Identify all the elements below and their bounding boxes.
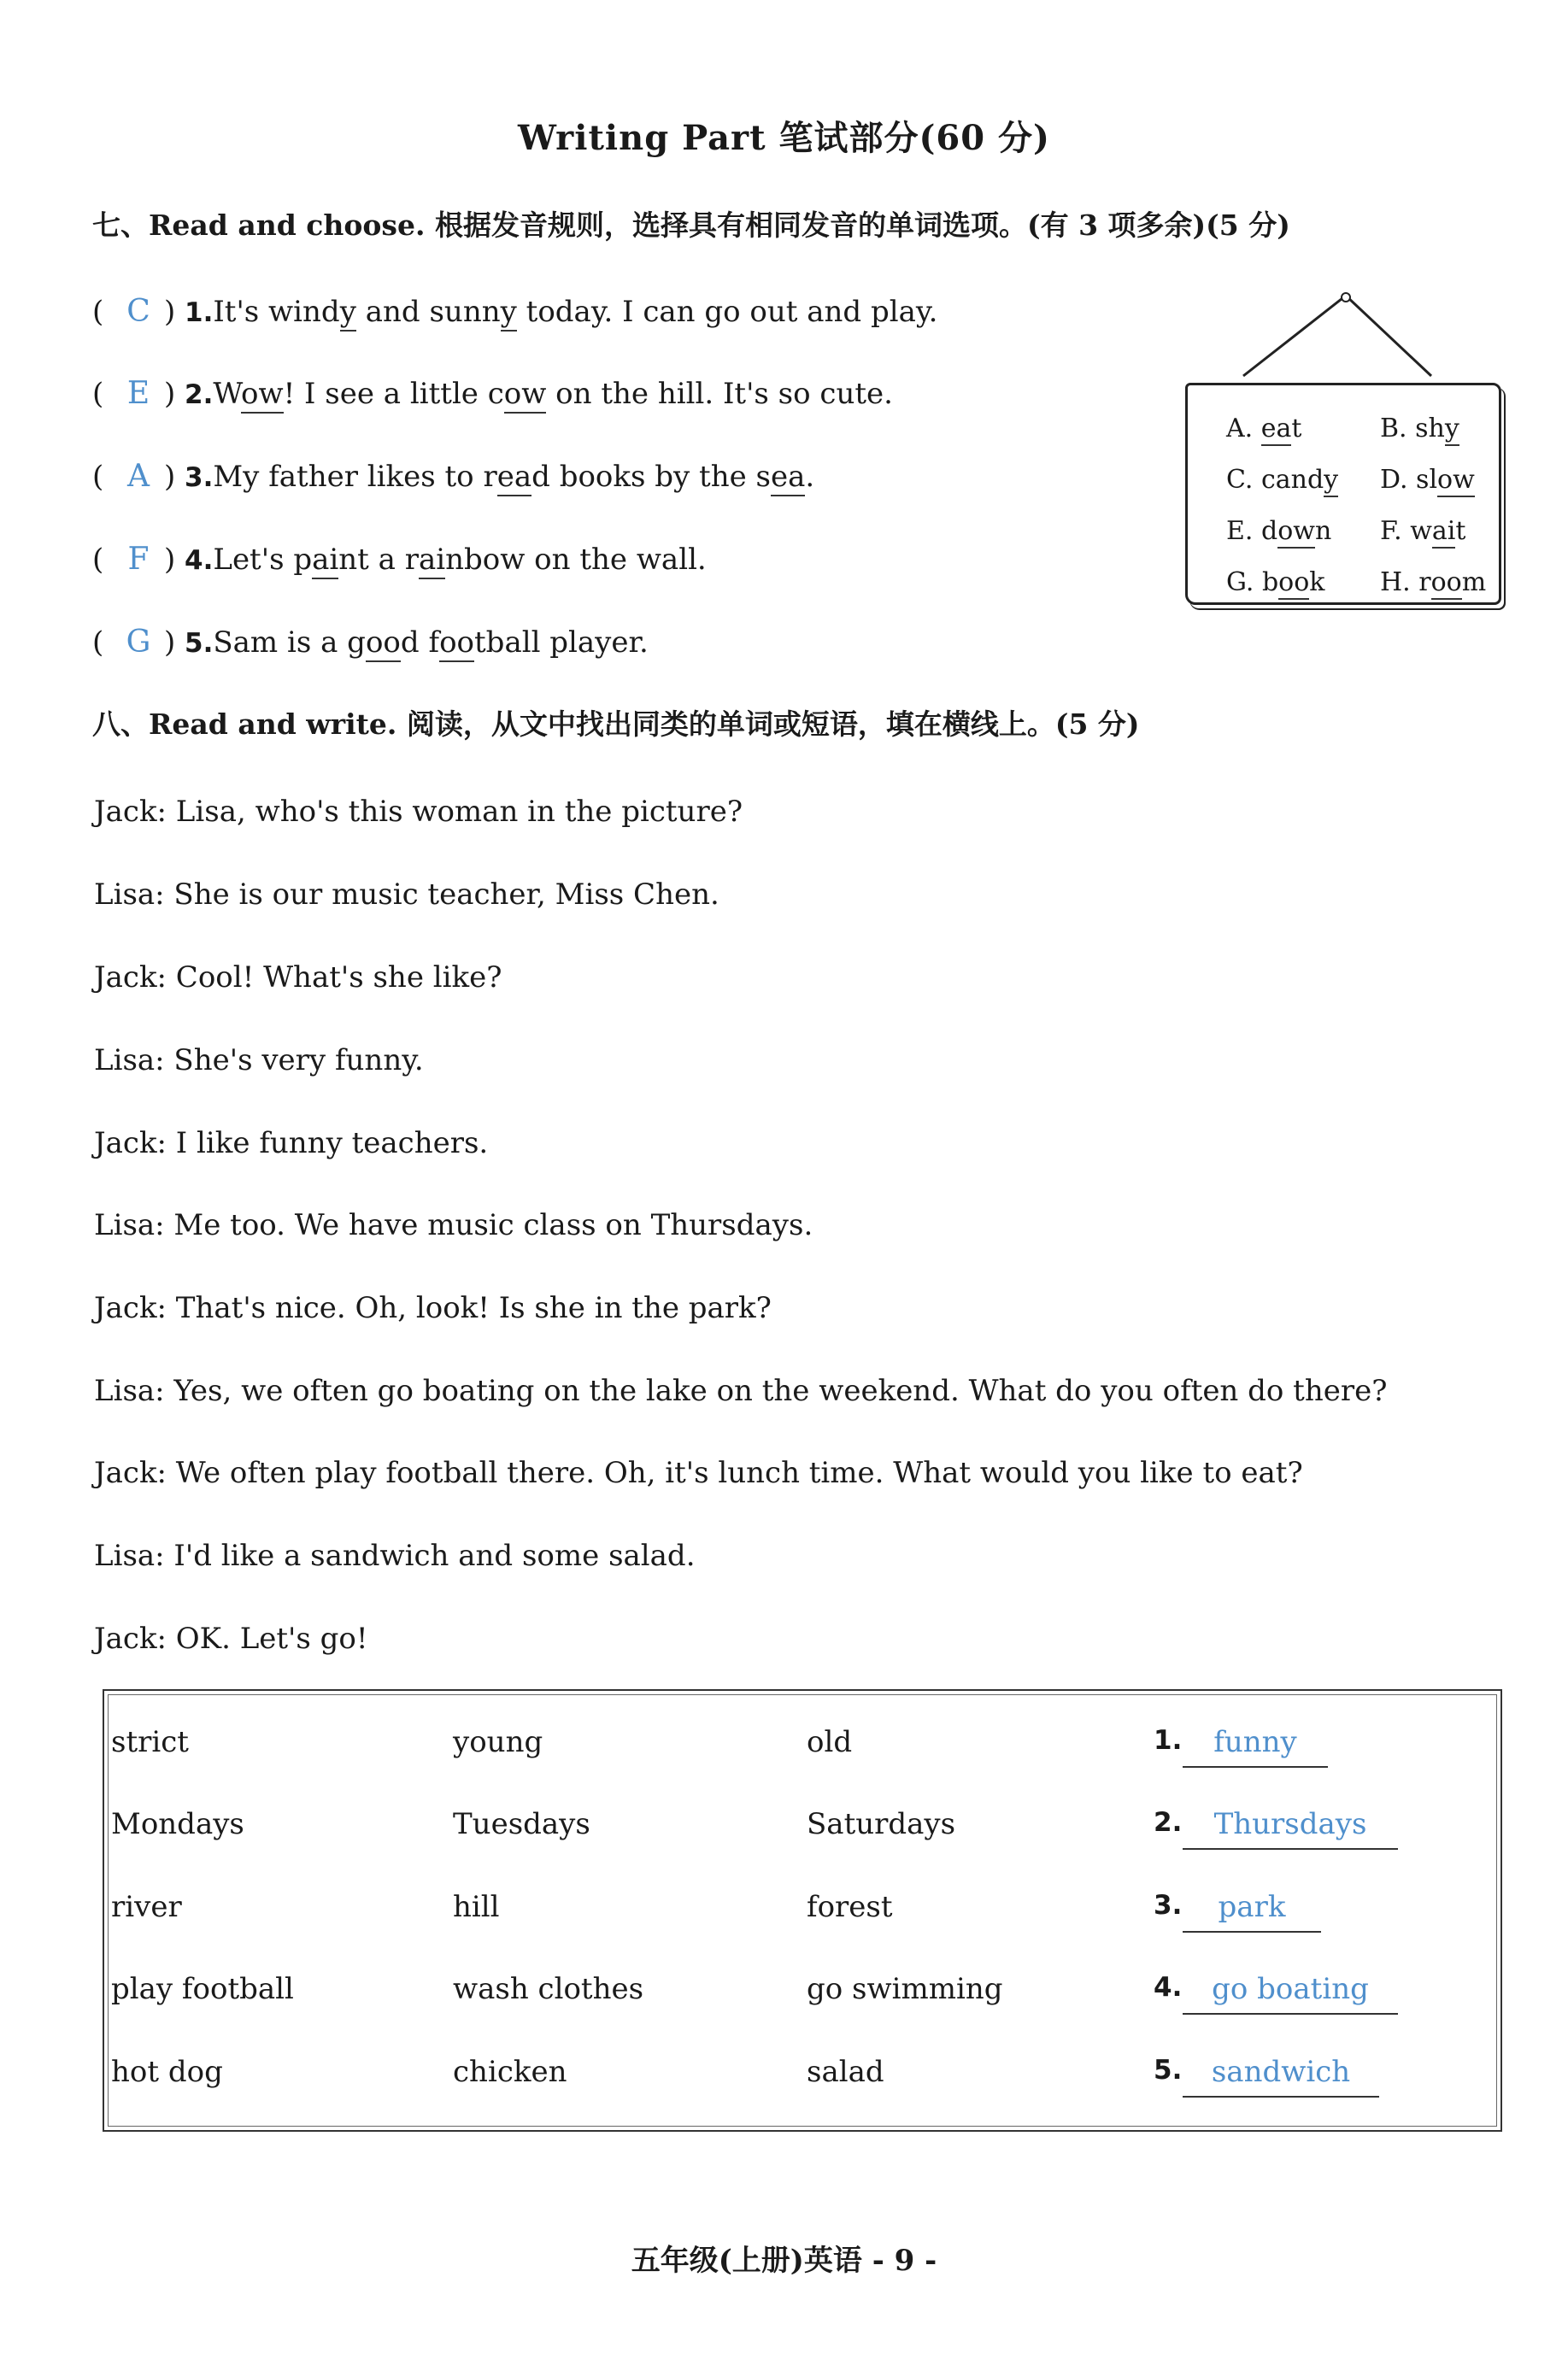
word-category-table: strict young old 1. funny Mondays Tuesdays Saturdays 2. Thursdays river hill forest 3. park play football wash clothes go swimming 4. go boating hot dog chicken salad 5. sandwich bbox=[103, 1689, 1502, 2132]
dialog-line: Lisa: I'd like a sandwich and some salad. bbox=[94, 1539, 696, 1573]
options-sign bbox=[1183, 290, 1508, 615]
option-a: A. eat bbox=[1226, 411, 1380, 447]
answer-letter: E bbox=[126, 376, 150, 411]
dialog-line: Lisa: She's very funny. bbox=[94, 1043, 424, 1077]
dialog-line: Jack: We often play football there. Oh, it's lunch time. What would you like to eat? bbox=[94, 1456, 1303, 1490]
section-7-heading: 七、Read and choose. 根据发音规则，选择具有相同发音的单词选项。(有 3 项多余)(5 分) bbox=[92, 208, 1290, 242]
question-row: ( E ) 2.Wow! I see a little cow on the hill. It's so cute. bbox=[92, 373, 893, 415]
underlined-sound: ea bbox=[771, 460, 805, 496]
question-number: 5. bbox=[185, 628, 214, 659]
section-8-heading: 八、Read and write. 阅读，从文中找出同类的单词或短语，填在横线上。(5 分) bbox=[92, 707, 1140, 741]
underlined-sound: ea bbox=[497, 460, 531, 496]
sign-board bbox=[1185, 383, 1501, 605]
option-h: H. room bbox=[1380, 565, 1483, 601]
question-row: ( C ) 1.It's windy and sunny today. I can go out and play. bbox=[92, 290, 937, 333]
underlined-sound: ai bbox=[312, 543, 338, 579]
underlined-sound: ow bbox=[504, 377, 547, 414]
option-b: B. shy bbox=[1380, 411, 1483, 447]
dialog-line: Jack: OK. Let's go! bbox=[94, 1622, 368, 1656]
dialog-line: Jack: That's nice. Oh, look! Is she in the park? bbox=[94, 1291, 772, 1325]
option-d: D. slow bbox=[1380, 462, 1483, 498]
dialog-line: Jack: Cool! What's she like? bbox=[94, 960, 502, 995]
underlined-sound: y bbox=[501, 295, 517, 332]
option-g: G. book bbox=[1226, 565, 1380, 601]
option-c: C. candy bbox=[1226, 462, 1380, 498]
answer-blank[interactable]: go boating bbox=[1183, 1972, 1398, 2015]
question-number: 4. bbox=[185, 545, 214, 576]
underlined-sound: oo bbox=[439, 625, 474, 662]
question-row: ( A ) 3.My father likes to read books by the sea. bbox=[92, 455, 814, 498]
answer-blank[interactable]: park bbox=[1183, 1890, 1321, 1933]
underlined-sound: ai bbox=[419, 543, 445, 579]
answer-letter: F bbox=[127, 542, 150, 577]
sign-hanger-icon bbox=[1183, 290, 1508, 393]
dialog-line: Jack: I like funny teachers. bbox=[94, 1126, 489, 1160]
dialog-line: Jack: Lisa, who's this woman in the picture? bbox=[94, 795, 743, 829]
question-number: 2. bbox=[185, 379, 214, 410]
answer-blank[interactable]: sandwich bbox=[1183, 2055, 1379, 2098]
question-number: 1. bbox=[185, 297, 214, 328]
answer-blank[interactable]: Thursdays bbox=[1183, 1807, 1398, 1850]
answer-letter: C bbox=[126, 294, 150, 329]
dialog-line: Lisa: Yes, we often go boating on the lake on the weekend. What do you often do there? bbox=[94, 1374, 1388, 1408]
options-grid bbox=[1226, 411, 1487, 601]
underlined-sound: y bbox=[340, 295, 356, 332]
answer-letter: G bbox=[126, 625, 151, 660]
page-footer: 五年级(上册)英语 - 9 - bbox=[631, 2244, 937, 2278]
option-e: E. down bbox=[1226, 513, 1380, 549]
dialog-line: Lisa: She is our music teacher, Miss Chen. bbox=[94, 877, 719, 912]
underlined-sound: ow bbox=[241, 377, 284, 414]
answer-letter: A bbox=[127, 459, 150, 494]
dialog-line: Lisa: Me too. We have music class on Thursdays. bbox=[94, 1208, 813, 1242]
question-row: ( G ) 5.Sam is a good football player. bbox=[92, 621, 649, 664]
option-f: F. wait bbox=[1380, 513, 1483, 549]
answer-blank[interactable]: funny bbox=[1183, 1725, 1328, 1768]
question-row: ( F ) 4.Let's paint a rainbow on the wall. bbox=[92, 538, 707, 581]
page-title: Writing Part 笔试部分(60 分) bbox=[518, 118, 1050, 158]
question-number: 3. bbox=[185, 462, 214, 493]
underlined-sound: oo bbox=[366, 625, 401, 662]
